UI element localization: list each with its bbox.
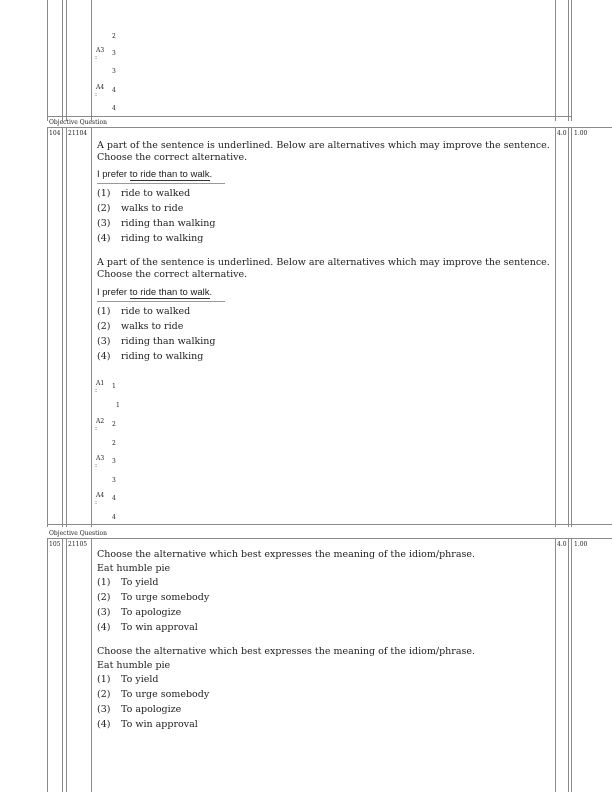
alt-marker: 1 — [116, 402, 120, 409]
sentence-underlined: to ride than to walk — [129, 169, 210, 180]
option-text: To yield — [121, 674, 159, 685]
option — [97, 233, 203, 244]
option — [97, 218, 216, 229]
option-text: riding than walking — [121, 336, 216, 347]
option — [97, 203, 183, 214]
idiom-phrase: Eat humble pie — [97, 563, 171, 574]
option-number: (3) — [97, 704, 111, 715]
question-instruction: Choose the alternative which best expresses the meaning of the idiom/phrase. — [97, 549, 475, 560]
option-number: (3) — [97, 607, 111, 618]
alt-label-sub: : — [95, 499, 98, 506]
option-text: ride to walked — [121, 188, 191, 199]
question-marks: 4.0 — [557, 130, 567, 137]
option — [97, 674, 159, 685]
alt-value: 4 — [112, 87, 116, 94]
option — [97, 321, 183, 332]
alt-label-sub: : — [95, 91, 98, 98]
option-number: (3) — [97, 218, 111, 229]
frame-line — [555, 538, 556, 792]
frame-line — [62, 538, 63, 792]
row-divider — [47, 538, 612, 539]
sentence-pre: I prefer — [97, 169, 130, 180]
alt-label: A1 — [96, 380, 105, 387]
option-text: To yield — [121, 577, 159, 588]
row-divider — [47, 127, 612, 128]
alt-value: 1 — [112, 383, 116, 390]
sentence-rule — [97, 183, 225, 184]
option-number: (2) — [97, 689, 111, 700]
frame-line — [571, 127, 572, 527]
option-number: (2) — [97, 203, 111, 214]
frame-line — [571, 0, 572, 121]
question-sentence — [97, 287, 212, 298]
frame-line — [555, 127, 556, 527]
option — [97, 577, 159, 588]
option-text: To urge somebody — [121, 689, 210, 700]
alt-label-sub: : — [95, 425, 98, 432]
question-id: 21105 — [68, 541, 88, 548]
frame-line — [47, 0, 48, 121]
option-number: (3) — [97, 336, 111, 347]
option-number: (2) — [97, 321, 111, 332]
frame-line — [66, 538, 67, 792]
option-number: (4) — [97, 719, 111, 730]
alt-label: A3 — [96, 47, 105, 54]
alt-marker: 3 — [112, 477, 116, 484]
section-header: Objective Question — [49, 119, 107, 126]
alt-value: 4 — [112, 495, 116, 502]
alt-label-sub: : — [95, 54, 98, 61]
option-number: (2) — [97, 592, 111, 603]
option — [97, 607, 181, 618]
sentence-post: . — [209, 287, 213, 298]
question-marks: 4.0 — [557, 541, 567, 548]
alt-marker: 3 — [112, 68, 116, 75]
alt-marker: 2 — [112, 440, 116, 447]
option-number: (1) — [97, 674, 111, 685]
alt-marker: 2 — [112, 33, 116, 40]
option — [97, 622, 198, 633]
alt-value: 2 — [112, 421, 116, 428]
option — [97, 704, 181, 715]
option — [97, 592, 209, 603]
question-id: 21104 — [68, 130, 88, 137]
option-number: (1) — [97, 306, 111, 317]
option-number: (1) — [97, 577, 111, 588]
option-number: (4) — [97, 622, 111, 633]
question-number: 104 — [49, 130, 61, 137]
frame-line — [91, 538, 92, 792]
alt-label: A2 — [96, 418, 105, 425]
sentence-post: . — [209, 169, 213, 180]
option-number: (4) — [97, 351, 111, 362]
idiom-phrase: Eat humble pie — [97, 660, 171, 671]
frame-line — [47, 538, 48, 792]
option-text: walks to ride — [121, 321, 184, 332]
option-number: (1) — [97, 188, 111, 199]
option — [97, 689, 209, 700]
alt-marker: 4 — [112, 105, 116, 112]
question-negative-marks: 1.00 — [574, 541, 588, 548]
sentence-rule — [97, 301, 225, 302]
sentence-pre: I prefer — [97, 287, 130, 298]
option-text: riding than walking — [121, 218, 216, 229]
option-text: To win approval — [121, 719, 198, 730]
frame-line — [91, 127, 92, 527]
option — [97, 351, 203, 362]
option-text: To apologize — [121, 704, 182, 715]
option — [97, 188, 190, 199]
option — [97, 306, 190, 317]
sentence-underlined: to ride than to walk — [129, 287, 210, 298]
option — [97, 336, 216, 347]
alt-label-sub: : — [95, 462, 98, 469]
question-instruction: A part of the sentence is underlined. Below are alternatives which may improve the sentence. Choose the correct alternative. — [97, 257, 550, 280]
alt-label: A4 — [96, 84, 105, 91]
frame-line — [568, 538, 569, 792]
alt-label: A3 — [96, 455, 105, 462]
alt-value: 3 — [112, 458, 116, 465]
frame-line — [66, 0, 67, 121]
frame-line — [66, 127, 67, 527]
option-text: To win approval — [121, 622, 198, 633]
frame-line — [47, 127, 48, 527]
question-negative-marks: 1.00 — [574, 130, 588, 137]
frame-line — [62, 127, 63, 527]
option — [97, 719, 198, 730]
option-text: ride to walked — [121, 306, 191, 317]
alt-label: A4 — [96, 492, 105, 499]
row-divider — [47, 524, 612, 525]
question-instruction: Choose the alternative which best expresses the meaning of the idiom/phrase. — [97, 646, 475, 657]
frame-line — [568, 127, 569, 527]
option-text: riding to walking — [121, 233, 204, 244]
section-header: Objective Question — [49, 530, 107, 537]
option-text: riding to walking — [121, 351, 204, 362]
question-instruction: A part of the sentence is underlined. Below are alternatives which may improve the sentence. Choose the correct alternative. — [97, 140, 550, 163]
question-sentence — [97, 169, 212, 180]
frame-line — [568, 0, 569, 121]
row-divider — [47, 116, 571, 117]
option-text: walks to ride — [121, 203, 184, 214]
alt-label-sub: : — [95, 387, 98, 394]
frame-line — [571, 538, 572, 792]
option-number: (4) — [97, 233, 111, 244]
alt-value: 3 — [112, 50, 116, 57]
question-number: 105 — [49, 541, 61, 548]
option-text: To urge somebody — [121, 592, 210, 603]
frame-line — [555, 0, 556, 121]
alt-marker: 4 — [112, 514, 116, 521]
option-text: To apologize — [121, 607, 182, 618]
frame-line — [91, 0, 92, 121]
frame-line — [62, 0, 63, 121]
